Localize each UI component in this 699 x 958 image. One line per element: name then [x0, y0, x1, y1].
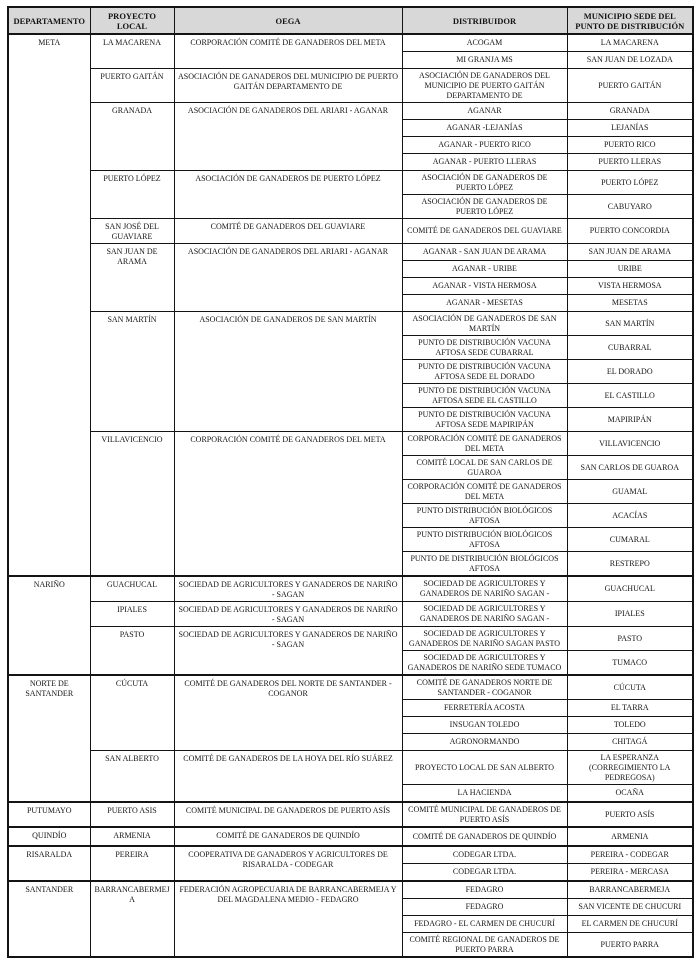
distribuidor-cell: COMITÉ DE GANADEROS DE QUINDÍO	[402, 827, 567, 846]
oega-cell: COOPERATIVA DE GANADEROS Y AGRICULTORES DE RISARALDA - CODEGAR	[174, 846, 402, 881]
municipio-cell: ACACÍAS	[567, 504, 693, 528]
municipio-cell: EL CASTILLO	[567, 384, 693, 408]
distribuidor-cell: FEDAGRO - EL CARMEN DE CHUCURÍ	[402, 916, 567, 933]
table-body	[8, 34, 693, 957]
municipio-cell: BARRANCABERMEJA	[567, 881, 693, 899]
oega-cell: ASOCIACIÓN DE GANADEROS DE PUERTO LÓPEZ	[174, 171, 402, 219]
distribuidor-cell: AGANAR	[402, 103, 567, 120]
distribuidor-cell: SOCIEDAD DE AGRICULTORES Y GANADEROS DE NARIÑO SAGAN -	[402, 602, 567, 627]
oega-cell: SOCIEDAD DE AGRICULTORES Y GANADEROS DE NARIÑO - SAGAN	[174, 627, 402, 676]
oega-cell: COMITÉ DE GANADEROS DE QUINDÍO	[174, 827, 402, 846]
distribuidor-cell: PUNTO DE DISTRIBUCIÓN VACUNA AFTOSA SEDE EL DORADO	[402, 360, 567, 384]
distribuidor-cell: AGANAR - PUERTO LLERAS	[402, 154, 567, 171]
municipio-cell: RESTREPO	[567, 552, 693, 577]
table-header	[8, 7, 693, 34]
proyecto-cell: SAN JUAN DE ARAMA	[90, 244, 174, 312]
oega-cell: CORPORACIÓN COMITÉ DE GANADEROS DEL META	[174, 34, 402, 69]
distribuidor-cell: AGRONORMANDO	[402, 734, 567, 751]
municipio-cell: CUMARAL	[567, 528, 693, 552]
proyecto-cell: GRANADA	[90, 103, 174, 171]
col-header-departamento: DEPARTAMENTO	[8, 7, 90, 34]
proyecto-cell: GUACHUCAL	[90, 576, 174, 602]
oega-cell: COMITÉ DE GANADEROS DE LA HOYA DEL RÍO SUÁREZ	[174, 751, 402, 803]
distribuidor-cell: FEDAGRO	[402, 881, 567, 899]
proyecto-cell: CÚCUTA	[90, 675, 174, 751]
municipio-cell: TUMACO	[567, 651, 693, 676]
municipio-cell: EL DORADO	[567, 360, 693, 384]
municipio-cell: IPIALES	[567, 602, 693, 627]
departamento-cell: NORTE DE SANTANDER	[8, 675, 90, 802]
distribuidor-cell: PUNTO DE DISTRIBUCIÓN VACUNA AFTOSA SEDE CUBARRAL	[402, 336, 567, 360]
table-row	[8, 576, 693, 602]
col-header-distribuidor: DISTRIBUIDOR	[402, 7, 567, 34]
table-row	[8, 827, 693, 846]
distribuidor-cell: FEDAGRO	[402, 899, 567, 916]
municipio-cell: MAPIRIPÁN	[567, 408, 693, 432]
municipio-cell: PASTO	[567, 627, 693, 651]
municipio-cell: CUBARRAL	[567, 336, 693, 360]
distribuidor-cell: AGANAR - URIBE	[402, 261, 567, 278]
proyecto-cell: SAN ALBERTO	[90, 751, 174, 803]
departamento-cell: QUINDÍO	[8, 827, 90, 846]
table-row	[8, 103, 693, 120]
distribuidor-cell: CODEGAR LTDA.	[402, 864, 567, 882]
departamento-cell: PUTUMAYO	[8, 802, 90, 827]
municipio-cell: PUERTO GAITÁN	[567, 69, 693, 103]
distribuidor-cell: INSUGAN TOLEDO	[402, 717, 567, 734]
table-row	[8, 219, 693, 244]
departamento-cell: NARIÑO	[8, 576, 90, 675]
table-row	[8, 34, 693, 52]
municipio-cell: CABUYARO	[567, 195, 693, 219]
distribuidor-cell: PUNTO DISTRIBUCIÓN BIOLÓGICOS AFTOSA	[402, 528, 567, 552]
departamento-cell: META	[8, 34, 90, 576]
municipio-cell: URIBE	[567, 261, 693, 278]
distribuidor-cell: ASOCIACIÓN DE GANADEROS DE PUERTO LÓPEZ	[402, 195, 567, 219]
municipio-cell: SAN JUAN DE LOZADA	[567, 52, 693, 69]
proyecto-cell: ARMENIA	[90, 827, 174, 846]
distribuidor-cell: SOCIEDAD DE AGRICULTORES Y GANADEROS DE NARIÑO SAGAN PASTO	[402, 627, 567, 651]
distribuidor-cell: ASOCIACIÓN DE GANADEROS DE PUERTO LÓPEZ	[402, 171, 567, 195]
distribuidor-cell: AGANAR -LEJANÍAS	[402, 120, 567, 137]
distribution-points-table	[7, 6, 694, 958]
municipio-cell: LA ESPERANZA (CORREGIMIENTO LA PEDREGOSA)	[567, 751, 693, 785]
oega-cell: ASOCIACIÓN DE GANADEROS DE SAN MARTÍN	[174, 312, 402, 432]
proyecto-cell: PEREIRA	[90, 846, 174, 881]
table-row	[8, 846, 693, 864]
distribuidor-cell: ASOCIACIÓN DE GANADEROS DEL MUNICIPIO DE PUERTO GAITÁN DEPARTAMENTO DE	[402, 69, 567, 103]
municipio-cell: SAN CARLOS DE GUAROA	[567, 456, 693, 480]
distribuidor-cell: PUNTO DE DISTRIBUCIÓN BIOLÓGICOS AFTOSA	[402, 552, 567, 577]
municipio-cell: CHITAGÁ	[567, 734, 693, 751]
municipio-cell: PUERTO CONCORDIA	[567, 219, 693, 244]
oega-cell: COMITÉ DE GANADEROS DEL NORTE DE SANTANDER - COGANOR	[174, 675, 402, 751]
table-row	[8, 802, 693, 827]
table-row	[8, 171, 693, 195]
distribuidor-cell: COMITÉ MUNICIPAL DE GANADEROS DE PUERTO ASÍS	[402, 802, 567, 827]
municipio-cell: SAN JUAN DE ARAMA	[567, 244, 693, 261]
distribuidor-cell: SOCIEDAD DE AGRICULTORES Y GANADEROS DE NARIÑO SAGAN -	[402, 576, 567, 602]
municipio-cell: LEJANÍAS	[567, 120, 693, 137]
distribuidor-cell: AGANAR - MESETAS	[402, 295, 567, 312]
col-header-municipio-sede: MUNICIPIO SEDE DEL PUNTO DE DISTRIBUCIÓN	[567, 7, 693, 34]
distribuidor-cell: AGANAR - PUERTO RICO	[402, 137, 567, 154]
oega-cell: SOCIEDAD DE AGRICULTORES Y GANADEROS DE NARIÑO - SAGAN	[174, 602, 402, 627]
municipio-cell: PUERTO ASÍS	[567, 802, 693, 827]
distribuidor-cell: ASOCIACIÓN DE GANADEROS DE SAN MARTÍN	[402, 312, 567, 336]
proyecto-cell: SAN MARTÍN	[90, 312, 174, 432]
table-row	[8, 244, 693, 261]
municipio-cell: TOLEDO	[567, 717, 693, 734]
municipio-cell: PUERTO RICO	[567, 137, 693, 154]
table-row	[8, 69, 693, 103]
oega-cell: ASOCIACIÓN DE GANADEROS DEL MUNICIPIO DE PUERTO GAITÁN DEPARTAMENTO DE	[174, 69, 402, 103]
municipio-cell: MESETAS	[567, 295, 693, 312]
table-row	[8, 627, 693, 651]
oega-cell: COMITÉ MUNICIPAL DE GANADEROS DE PUERTO ASÍS	[174, 802, 402, 827]
municipio-cell: GRANADA	[567, 103, 693, 120]
distribuidor-cell: ACOGAM	[402, 34, 567, 52]
municipio-cell: EL CARMEN DE CHUCURÍ	[567, 916, 693, 933]
departamento-cell: SANTANDER	[8, 881, 90, 957]
municipio-cell: CÚCUTA	[567, 675, 693, 700]
distribuidor-cell: COMITÉ DE GANADEROS NORTE DE SANTANDER - COGANOR	[402, 675, 567, 700]
col-header-oega: OEGA	[174, 7, 402, 34]
municipio-cell: PUERTO LÓPEZ	[567, 171, 693, 195]
distribuidor-cell: PUNTO DE DISTRIBUCIÓN VACUNA AFTOSA SEDE EL CASTILLO	[402, 384, 567, 408]
municipio-cell: PEREIRA - CODEGAR	[567, 846, 693, 864]
distribuidor-cell: COMITÉ REGIONAL DE GANADEROS DE PUERTO PARRA	[402, 933, 567, 958]
table-row	[8, 675, 693, 700]
distribuidor-cell: AGANAR - SAN JUAN DE ARAMA	[402, 244, 567, 261]
table-row	[8, 432, 693, 456]
distribuidor-cell: CODEGAR LTDA.	[402, 846, 567, 864]
proyecto-cell: IPIALES	[90, 602, 174, 627]
departamento-cell: RISARALDA	[8, 846, 90, 881]
oega-cell: ASOCIACIÓN DE GANADEROS DEL ARIARI - AGANAR	[174, 244, 402, 312]
distribuidor-cell: COMITÉ LOCAL DE SAN CARLOS DE GUAROA	[402, 456, 567, 480]
distribuidor-cell: AGANAR - VISTA HERMOSA	[402, 278, 567, 295]
proyecto-cell: PUERTO GAITÁN	[90, 69, 174, 103]
distribuidor-cell: FERRETERÍA ACOSTA	[402, 700, 567, 717]
distribuidor-cell: CORPORACIÓN COMITÉ DE GANADEROS DEL META	[402, 480, 567, 504]
proyecto-cell: PUERTO LÓPEZ	[90, 171, 174, 219]
proyecto-cell: BARRANCABERMEJA	[90, 881, 174, 957]
oega-cell: SOCIEDAD DE AGRICULTORES Y GANADEROS DE NARIÑO - SAGAN	[174, 576, 402, 602]
proyecto-cell: SAN JOSÉ DEL GUAVIARE	[90, 219, 174, 244]
municipio-cell: GUACHUCAL	[567, 576, 693, 602]
municipio-cell: LA MACARENA	[567, 34, 693, 52]
municipio-cell: VISTA HERMOSA	[567, 278, 693, 295]
oega-cell: ASOCIACIÓN DE GANADEROS DEL ARIARI - AGANAR	[174, 103, 402, 171]
distribuidor-cell: LA HACIENDA	[402, 785, 567, 803]
proyecto-cell: PUERTO ASIS	[90, 802, 174, 827]
municipio-cell: EL TARRA	[567, 700, 693, 717]
proyecto-cell: VILLAVICENCIO	[90, 432, 174, 577]
municipio-cell: ARMENIA	[567, 827, 693, 846]
header-row	[8, 7, 693, 34]
oega-cell: FEDERACIÓN AGROPECUARIA DE BARRANCABERMEJA Y DEL MAGDALENA MEDIO - FEDAGRO	[174, 881, 402, 957]
distribuidor-cell: COMITÉ DE GANADEROS DEL GUAVIARE	[402, 219, 567, 244]
col-header-proyecto-local: PROYECTO LOCAL	[90, 7, 174, 34]
oega-cell: COMITÉ DE GANADEROS DEL GUAVIARE	[174, 219, 402, 244]
proyecto-cell: PASTO	[90, 627, 174, 676]
distribuidor-cell: CORPORACIÓN COMITÉ DE GANADEROS DEL META	[402, 432, 567, 456]
distribuidor-cell: MI GRANJA MS	[402, 52, 567, 69]
table-row	[8, 751, 693, 785]
municipio-cell: GUAMAL	[567, 480, 693, 504]
proyecto-cell: LA MACARENA	[90, 34, 174, 69]
municipio-cell: PEREIRA - MERCASA	[567, 864, 693, 882]
municipio-cell: SAN VICENTE DE CHUCURI	[567, 899, 693, 916]
municipio-cell: OCAÑA	[567, 785, 693, 803]
municipio-cell: VILLAVICENCIO	[567, 432, 693, 456]
distribuidor-cell: SOCIEDAD DE AGRICULTORES Y GANADEROS DE NARIÑO SEDE TUMACO	[402, 651, 567, 676]
municipio-cell: SAN MARTÍN	[567, 312, 693, 336]
distribuidor-cell: PROYECTO LOCAL DE SAN ALBERTO	[402, 751, 567, 785]
distribuidor-cell: PUNTO DE DISTRIBUCIÓN VACUNA AFTOSA SEDE MAPIRIPÁN	[402, 408, 567, 432]
municipio-cell: PUERTO LLERAS	[567, 154, 693, 171]
table-row	[8, 312, 693, 336]
distribuidor-cell: PUNTO DISTRIBUCIÓN BIOLÓGICOS AFTOSA	[402, 504, 567, 528]
table-row	[8, 881, 693, 899]
table-row	[8, 602, 693, 627]
municipio-cell: PUERTO PARRA	[567, 933, 693, 958]
oega-cell: CORPORACIÓN COMITÉ DE GANADEROS DEL META	[174, 432, 402, 577]
